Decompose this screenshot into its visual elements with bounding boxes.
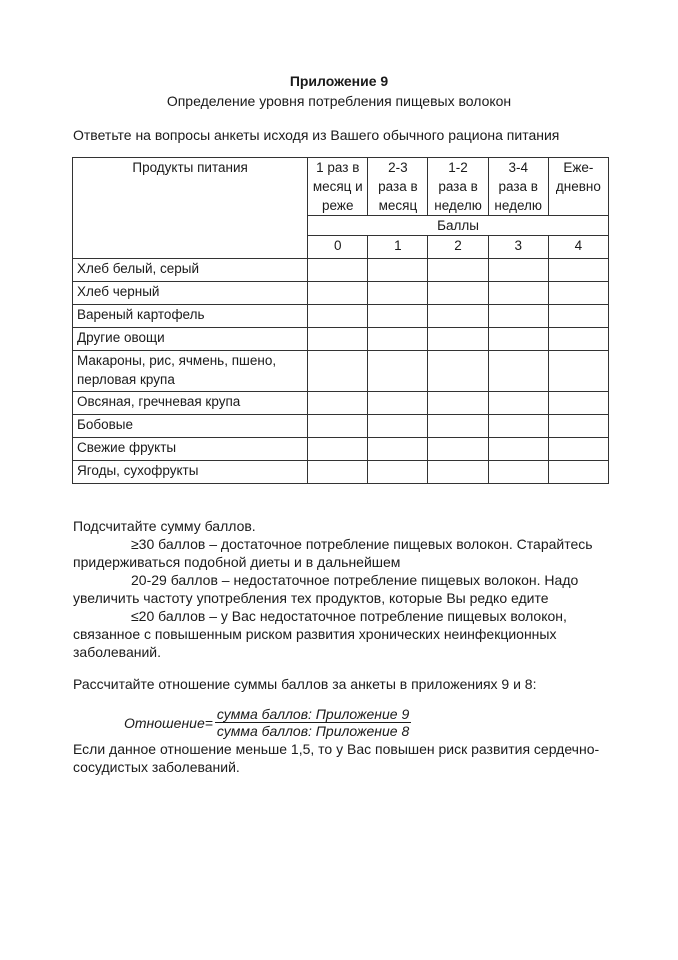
formula-fraction: [215, 706, 411, 739]
answer-cell[interactable]: [488, 305, 548, 328]
scores-header: Баллы: [308, 216, 609, 236]
answer-cell[interactable]: [548, 282, 608, 305]
formula-numerator: сумма баллов: Приложение 9: [216, 706, 410, 722]
answer-cell[interactable]: [368, 259, 428, 282]
frequency-header: 1 раз в месяц и реже: [308, 158, 368, 216]
answer-cell[interactable]: [488, 351, 548, 392]
product-name: Ягоды, сухофрукты: [73, 461, 308, 484]
result-low: ≤20 баллов – у Вас недостаточное потребление пищевых волокон, связанное с повышенным риском развития хронических неинфекционных заболеваний.: [73, 608, 567, 660]
answer-cell[interactable]: [548, 351, 608, 392]
answer-cell[interactable]: [548, 328, 608, 351]
answer-cell[interactable]: [428, 259, 488, 282]
answer-cell[interactable]: [308, 438, 368, 461]
formula-label: Отношение=: [124, 714, 213, 731]
answer-cell[interactable]: [368, 438, 428, 461]
table-row: [73, 392, 609, 415]
table-row: [73, 415, 609, 438]
answer-cell[interactable]: [488, 259, 548, 282]
answer-cell[interactable]: [488, 328, 548, 351]
ratio-instruction: Рассчитайте отношение суммы баллов за анкеты в приложениях 9 и 8:: [73, 676, 537, 692]
product-name: Макароны, рис, ячмень, пшено, перловая крупа: [73, 351, 308, 392]
answer-cell[interactable]: [368, 461, 428, 484]
answer-cell[interactable]: [548, 305, 608, 328]
answer-cell[interactable]: [308, 305, 368, 328]
answer-cell[interactable]: [308, 392, 368, 415]
answer-cell[interactable]: [548, 461, 608, 484]
answer-cell[interactable]: [488, 282, 548, 305]
answer-cell[interactable]: [308, 328, 368, 351]
product-column-header: Продукты питания: [73, 158, 308, 259]
score-value: 2: [428, 236, 488, 259]
survey-table: [72, 157, 609, 484]
product-name: Вареный картофель: [73, 305, 308, 328]
table-row: [73, 351, 609, 392]
answer-cell[interactable]: [428, 438, 488, 461]
survey-instruction: Ответьте на вопросы анкеты исходя из Вашего обычного рациона питания: [73, 127, 560, 143]
answer-cell[interactable]: [488, 392, 548, 415]
table-row: [73, 305, 609, 328]
table-row: [73, 328, 609, 351]
answer-cell[interactable]: [368, 282, 428, 305]
count-instruction: Подсчитайте сумму баллов.: [73, 518, 256, 534]
ratio-formula: [124, 706, 411, 739]
answer-cell[interactable]: [308, 461, 368, 484]
answer-cell[interactable]: [548, 415, 608, 438]
appendix-subtitle: Определение уровня потребления пищевых волокон: [166, 93, 512, 109]
product-name: Другие овощи: [73, 328, 308, 351]
answer-cell[interactable]: [428, 305, 488, 328]
answer-cell[interactable]: [368, 328, 428, 351]
frequency-header: 3-4 раза в неделю: [488, 158, 548, 216]
answer-cell[interactable]: [308, 259, 368, 282]
product-name: Бобовые: [73, 415, 308, 438]
score-value: 3: [488, 236, 548, 259]
product-name: Овсяная, гречневая крупа: [73, 392, 308, 415]
table-row: [73, 461, 609, 484]
table-row: [73, 438, 609, 461]
table-row: [73, 259, 609, 282]
answer-cell[interactable]: [308, 351, 368, 392]
answer-cell[interactable]: [428, 351, 488, 392]
answer-cell[interactable]: [548, 392, 608, 415]
answer-cell[interactable]: [368, 351, 428, 392]
answer-cell[interactable]: [548, 438, 608, 461]
product-name: Хлеб белый, серый: [73, 259, 308, 282]
answer-cell[interactable]: [428, 392, 488, 415]
result-medium: 20-29 баллов – недостаточное потребление пищевых волокон. Надо увеличить частоту употребления тех продуктов, которые Вы редко едите: [73, 572, 579, 606]
formula-denominator: сумма баллов: Приложение 8: [216, 723, 410, 739]
product-name: Свежие фрукты: [73, 438, 308, 461]
table-row: [73, 282, 609, 305]
results-block: [73, 517, 613, 661]
answer-cell[interactable]: [488, 438, 548, 461]
answer-cell[interactable]: [308, 282, 368, 305]
conclusion: Если данное отношение меньше 1,5, то у Вас повышен риск развития сердечно-сосудистых заболеваний.: [73, 741, 600, 775]
answer-cell[interactable]: [428, 461, 488, 484]
frequency-header: 2-3 раза в месяц: [368, 158, 428, 216]
answer-cell[interactable]: [488, 461, 548, 484]
answer-cell[interactable]: [428, 328, 488, 351]
appendix-title: Приложение 9: [289, 73, 389, 89]
answer-cell[interactable]: [428, 282, 488, 305]
answer-cell[interactable]: [308, 415, 368, 438]
score-value: 1: [368, 236, 428, 259]
frequency-header: 1-2 раза в неделю: [428, 158, 488, 216]
answer-cell[interactable]: [548, 259, 608, 282]
answer-cell[interactable]: [428, 415, 488, 438]
answer-cell[interactable]: [368, 305, 428, 328]
frequency-header: Еже-дневно: [548, 158, 608, 216]
answer-cell[interactable]: [488, 415, 548, 438]
score-value: 0: [308, 236, 368, 259]
score-value: 4: [548, 236, 608, 259]
answer-cell[interactable]: [368, 392, 428, 415]
result-high: ≥30 баллов – достаточное потребление пищевых волокон. Старайтесь придерживаться подобной диеты и в дальнейшем: [73, 536, 593, 570]
answer-cell[interactable]: [368, 415, 428, 438]
product-name: Хлеб черный: [73, 282, 308, 305]
